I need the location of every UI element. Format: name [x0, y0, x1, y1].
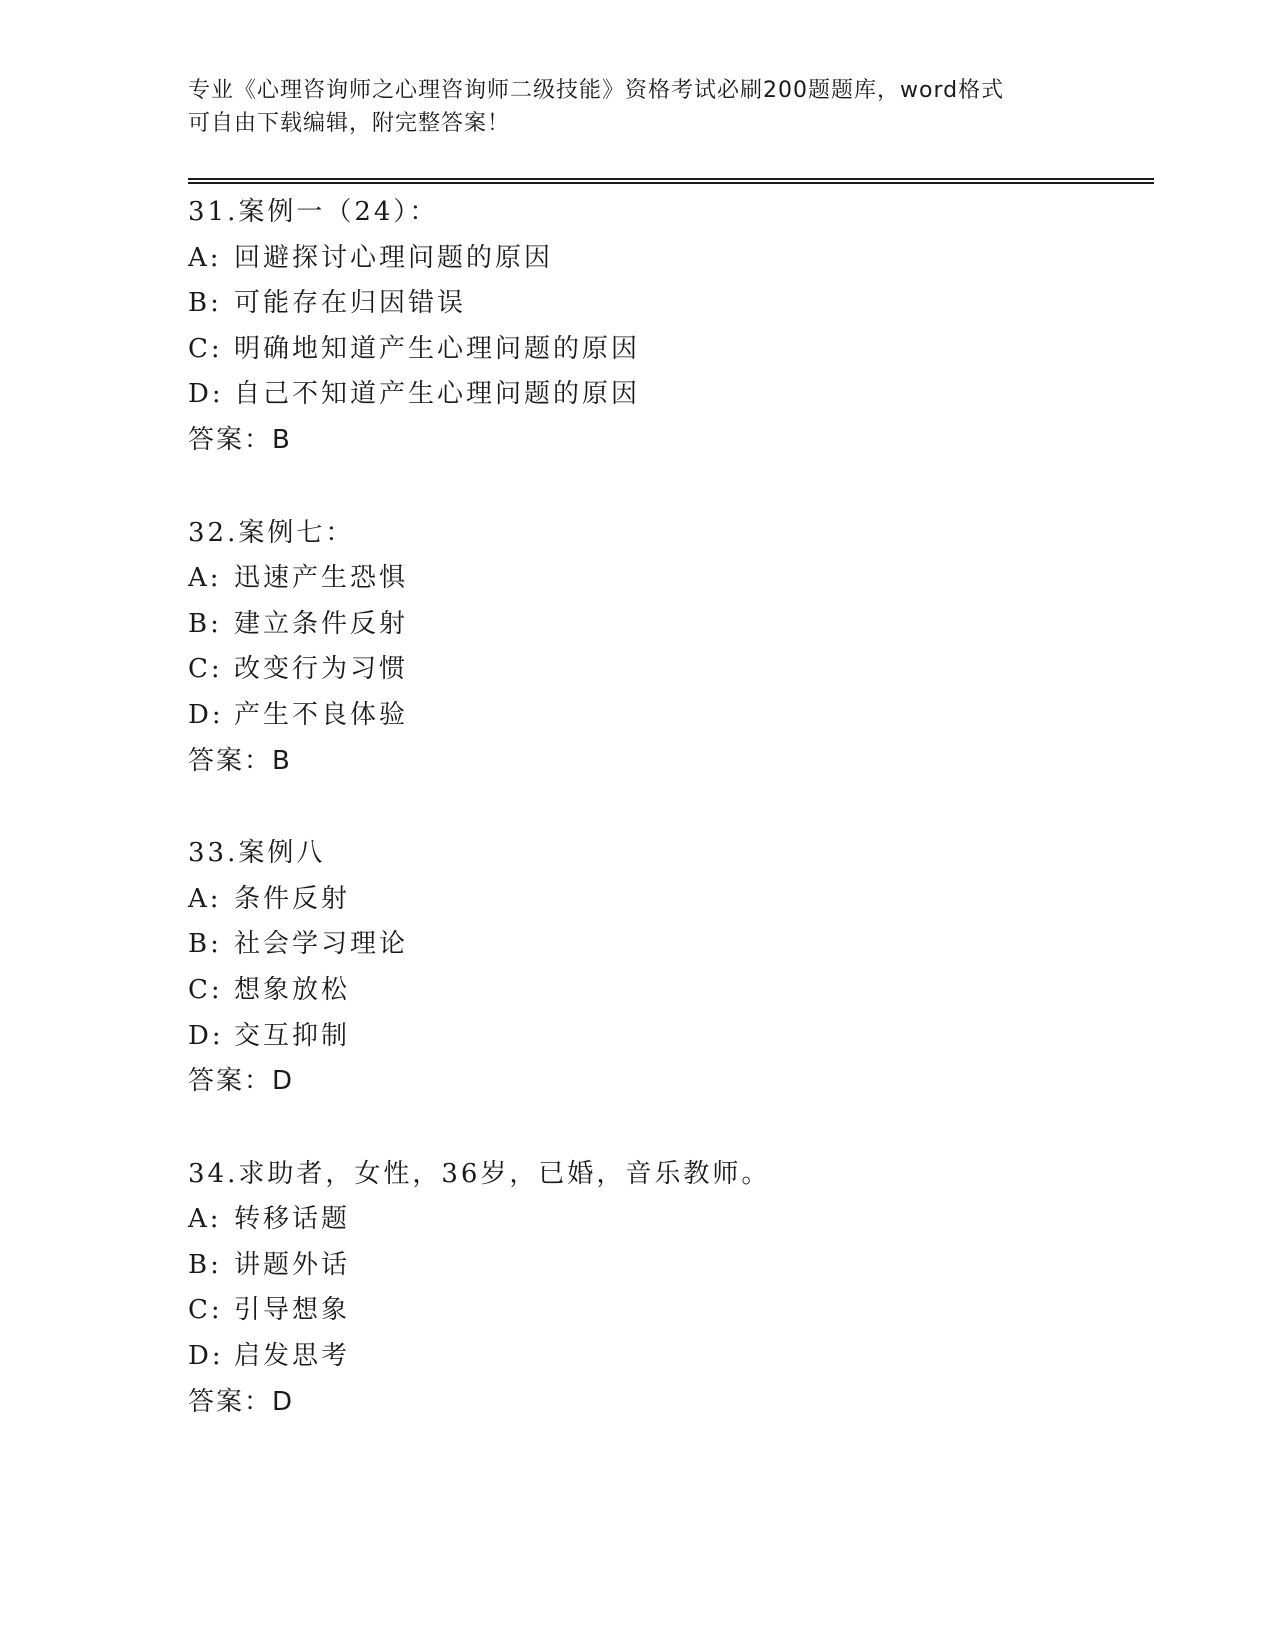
option-text: 交互抑制	[234, 1020, 351, 1051]
option-text: 产生不良体验	[234, 699, 409, 730]
header-divider-top	[188, 178, 1154, 180]
option-text: 引导想象	[234, 1295, 351, 1326]
document-header	[188, 74, 1088, 140]
option-text: 迅速产生恐惧	[234, 563, 409, 594]
option-letter: C:	[188, 974, 223, 1005]
question-32	[188, 511, 1154, 785]
answer-line: 答案：D	[188, 1066, 295, 1097]
option-letter: D:	[188, 1341, 224, 1372]
option-c	[188, 647, 1154, 693]
answer-line: 答案：B	[188, 424, 292, 455]
option-a	[188, 236, 1154, 282]
option-d	[188, 372, 1154, 418]
option-b	[188, 602, 1154, 648]
question-stem: 32.案例七：	[188, 517, 355, 548]
option-c	[188, 968, 1154, 1014]
option-text: 回避探讨心理问题的原因	[234, 242, 554, 273]
option-d	[188, 1334, 1154, 1380]
option-letter: B:	[188, 1249, 222, 1280]
option-text: 自己不知道产生心理问题的原因	[234, 379, 641, 410]
option-letter: B:	[188, 929, 222, 960]
option-a	[188, 1197, 1154, 1243]
option-b	[188, 922, 1154, 968]
option-b	[188, 1243, 1154, 1289]
option-letter: C:	[188, 654, 223, 685]
option-text: 转移话题	[234, 1204, 351, 1235]
option-text: 改变行为习惯	[234, 654, 409, 685]
option-letter: D:	[188, 1020, 224, 1051]
option-a	[188, 556, 1154, 602]
option-letter: A:	[188, 563, 222, 594]
answer-line: 答案：D	[188, 1386, 295, 1417]
option-letter: B:	[188, 608, 222, 639]
option-text: 想象放松	[234, 974, 351, 1005]
option-letter: D:	[188, 379, 224, 410]
option-text: 社会学习理论	[234, 929, 409, 960]
header-line-2: 可自由下载编辑，附完整答案！	[188, 111, 511, 136]
header-divider-bottom	[188, 182, 1154, 184]
question-34	[188, 1152, 1154, 1426]
question-31	[188, 190, 1154, 464]
question-33	[188, 831, 1154, 1105]
option-a	[188, 877, 1154, 923]
option-letter: A:	[188, 1204, 222, 1235]
option-text: 条件反射	[234, 883, 351, 914]
option-b	[188, 281, 1154, 327]
option-d	[188, 1014, 1154, 1060]
option-d	[188, 693, 1154, 739]
option-letter: A:	[188, 883, 222, 914]
option-text: 建立条件反射	[234, 608, 409, 639]
question-stem: 31.案例一（24）：	[188, 197, 439, 227]
header-line-1: 专业《心理咨询师之心理咨询师二级技能》资格考试必刷200题题库，word格式	[188, 78, 1005, 103]
option-c	[188, 1288, 1154, 1334]
option-text: 讲题外话	[234, 1249, 351, 1280]
option-text: 启发思考	[234, 1341, 351, 1372]
option-letter: D:	[188, 699, 224, 730]
option-letter: C:	[188, 333, 223, 364]
option-c	[188, 327, 1154, 373]
option-text: 明确地知道产生心理问题的原因	[234, 333, 641, 364]
option-letter: A:	[188, 242, 222, 273]
option-letter: B:	[188, 288, 222, 319]
question-list	[188, 190, 1154, 1472]
question-stem: 34.求助者，女性，36岁，已婚，音乐教师。	[188, 1158, 771, 1189]
option-text: 可能存在归因错误	[234, 288, 467, 319]
answer-line: 答案：B	[188, 745, 292, 776]
option-letter: C:	[188, 1295, 223, 1326]
question-stem: 33.案例八	[188, 838, 326, 869]
